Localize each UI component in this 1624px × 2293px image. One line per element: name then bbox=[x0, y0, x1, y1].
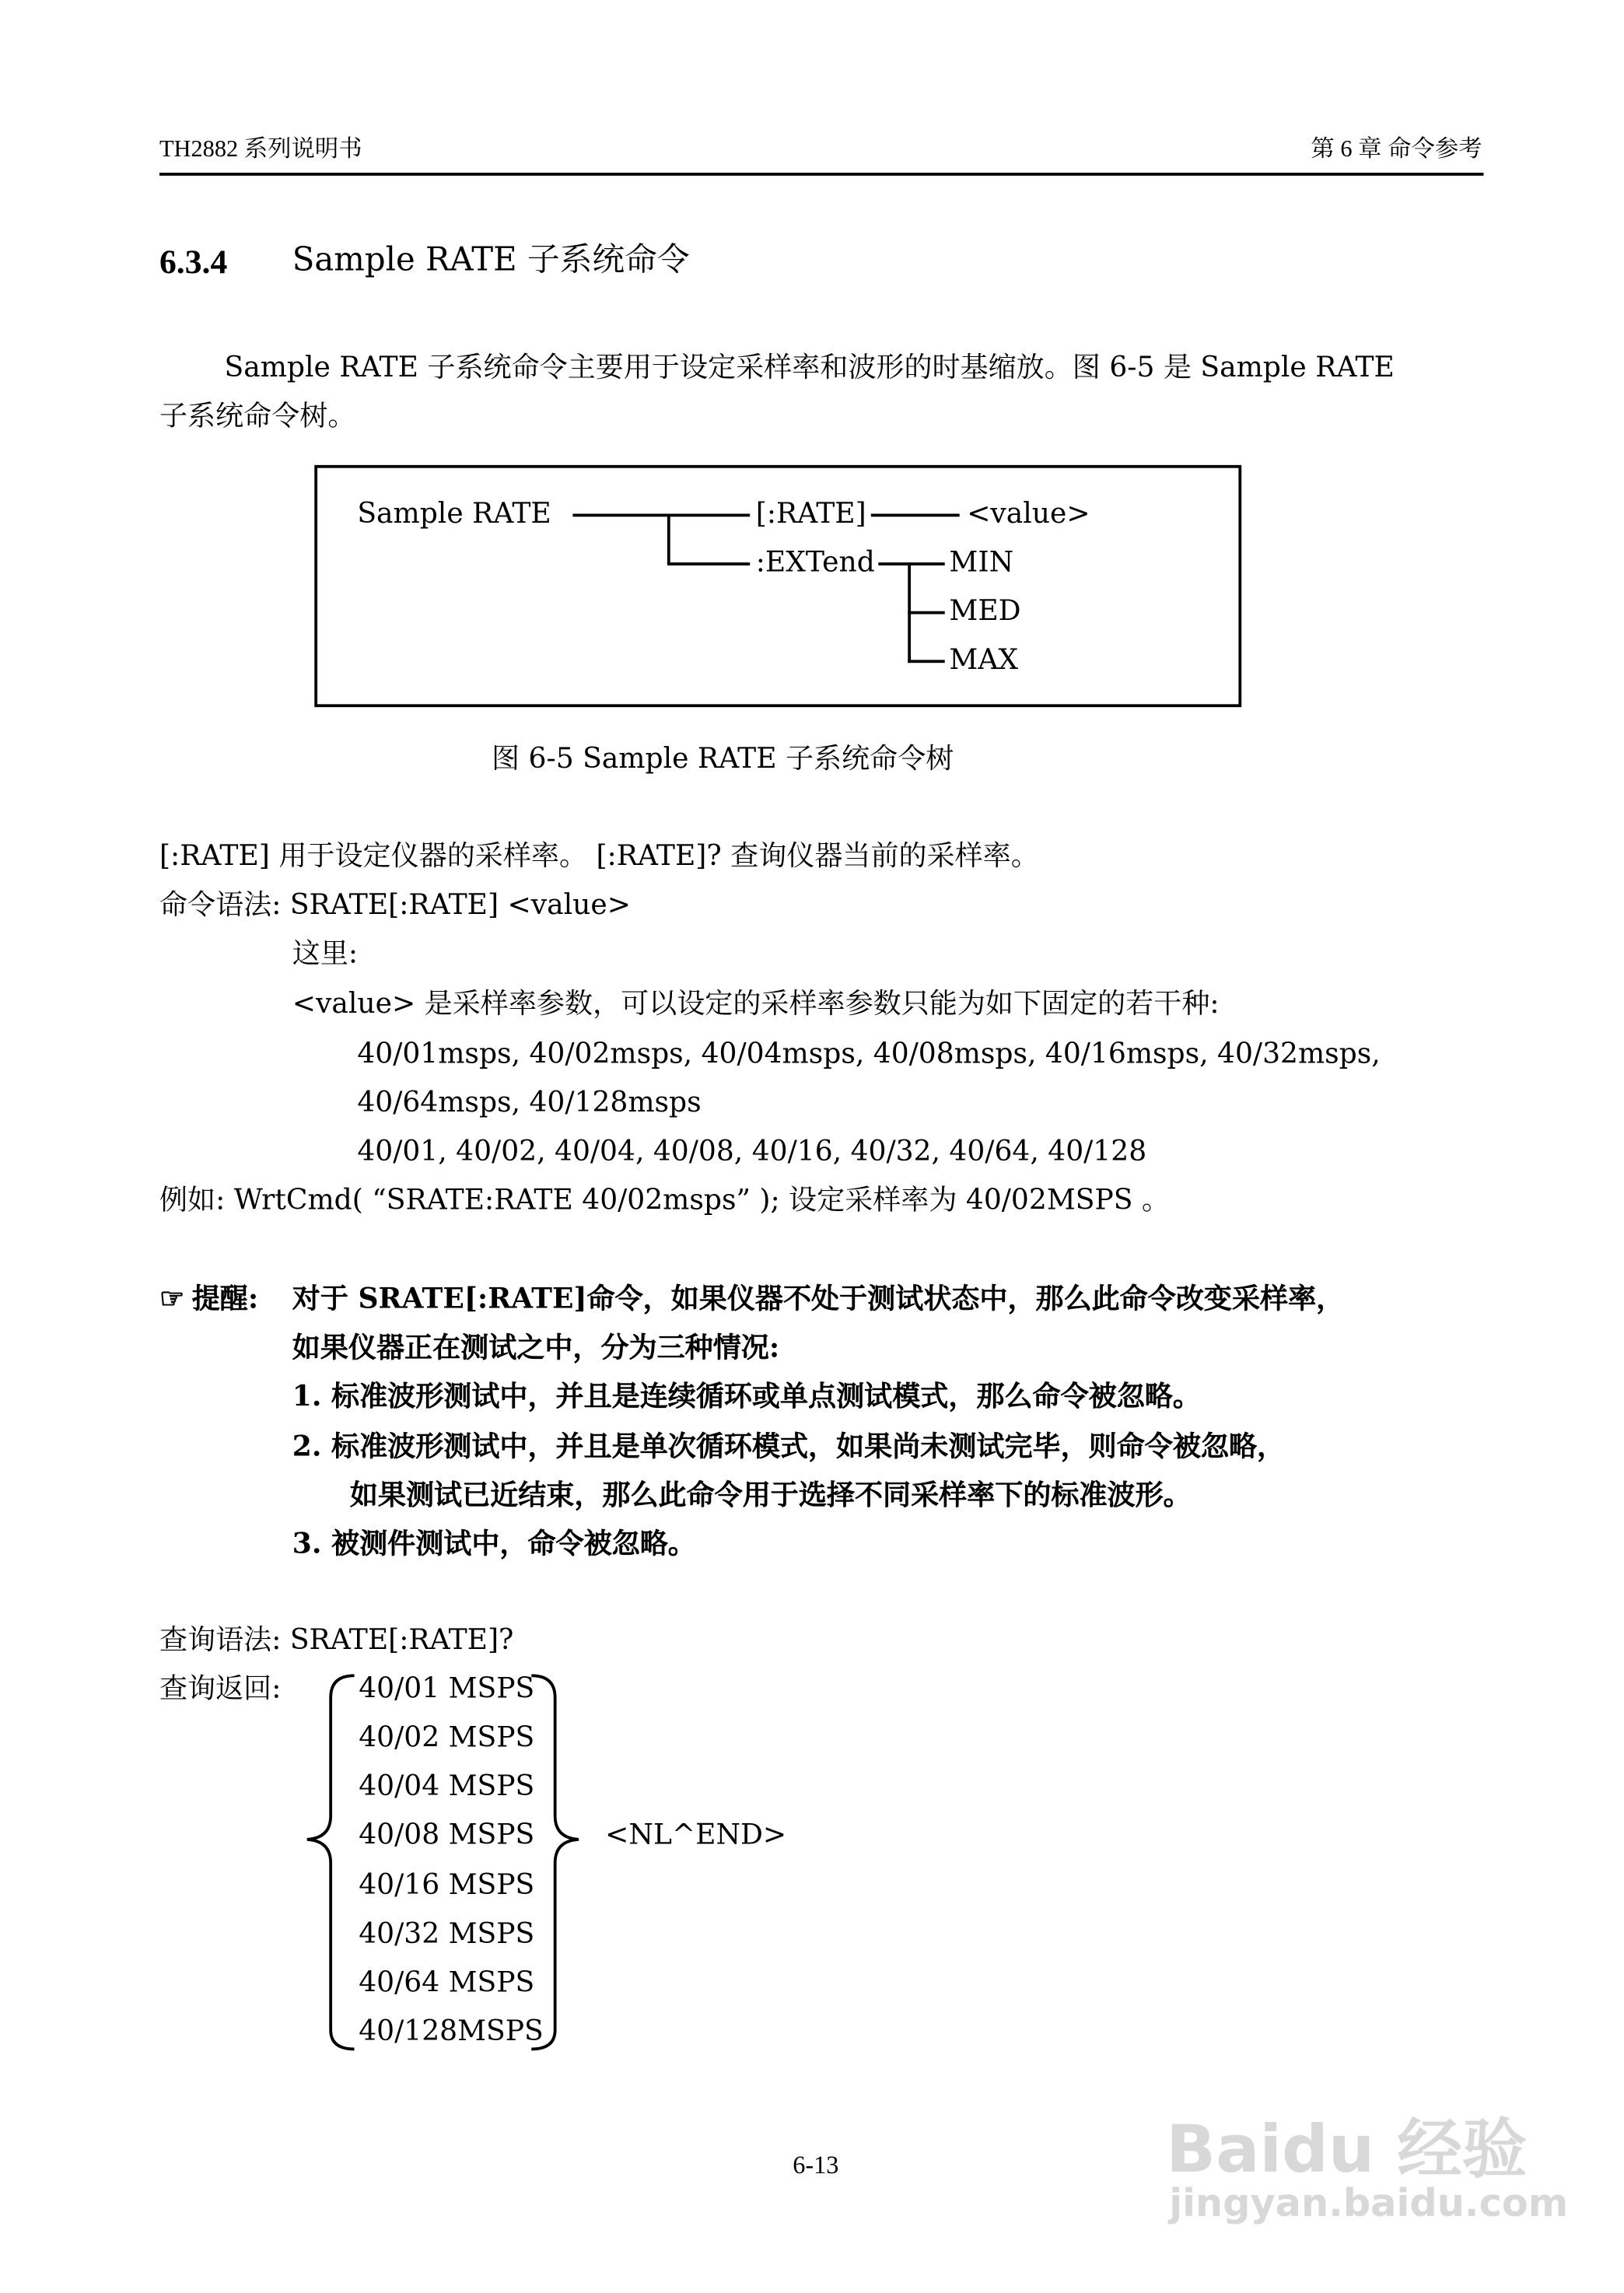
tree-min: MIN bbox=[949, 546, 1014, 579]
example: 例如: WrtCmd( “SRATE:RATE 40/02msps” ); 设定采样率为 40/02MSPS 。 bbox=[159, 1184, 1170, 1217]
header-right: 第 6 章 命令参考 bbox=[1311, 137, 1482, 163]
header-rule bbox=[159, 173, 1484, 176]
tree-line bbox=[878, 562, 944, 565]
return-value: 40/16 MSPS bbox=[359, 1868, 535, 1902]
tree-line bbox=[572, 514, 750, 517]
note-item-1: 1. 标准波形测试中，并且是连续循环或单点测试模式，那么命令被忽略。 bbox=[292, 1380, 1201, 1413]
figure-caption: 图 6-5 Sample RATE 子系统命令树 bbox=[492, 742, 954, 775]
tree-max: MAX bbox=[949, 643, 1019, 677]
return-value: 40/08 MSPS bbox=[359, 1819, 535, 1852]
where-label: 这里: bbox=[292, 937, 359, 970]
tree-med: MED bbox=[949, 594, 1021, 628]
note-label: 提醒: bbox=[191, 1283, 259, 1316]
tree-root: Sample RATE bbox=[357, 497, 551, 530]
header-left: TH2882 系列说明书 bbox=[159, 137, 362, 163]
tree-line bbox=[667, 562, 750, 565]
note-line-1: 对于 SRATE[:RATE]命令，如果仪器不处于测试状态中，那么此命令改变采样率， bbox=[292, 1283, 1345, 1316]
page-number: 6-13 bbox=[793, 2151, 839, 2179]
watermark-logo: Baidu 经验 bbox=[1166, 2113, 1528, 2188]
intro-line-1: Sample RATE 子系统命令主要用于设定采样率和波形的时基缩放。图 6-5 是 Sample RATE bbox=[224, 351, 1395, 384]
terminator: <NL^END> bbox=[605, 1819, 787, 1852]
return-value: 40/02 MSPS bbox=[359, 1721, 535, 1754]
intro-line-2: 子系统命令树。 bbox=[159, 400, 356, 433]
values-line-1: 40/01msps, 40/02msps, 40/04msps, 40/08msps, 40/16msps, 40/32msps, bbox=[357, 1038, 1381, 1071]
tree-line bbox=[908, 611, 944, 614]
tree-line bbox=[667, 514, 670, 565]
tree-value: <value> bbox=[967, 497, 1090, 530]
section-title: Sample RATE 子系统命令 bbox=[292, 242, 690, 279]
tree-rate: [:RATE] bbox=[755, 497, 866, 530]
query-syntax: 查询语法: SRATE[:RATE]? bbox=[159, 1623, 514, 1657]
note-item-2-cont: 如果测试已近结束，那么此命令用于选择不同采样率下的标准波形。 bbox=[349, 1479, 1192, 1512]
return-value: 40/01 MSPS bbox=[359, 1672, 535, 1706]
section-number: 6.3.4 bbox=[159, 243, 228, 281]
tree-line bbox=[871, 514, 960, 517]
return-value: 40/64 MSPS bbox=[359, 1966, 535, 1999]
note-item-3: 3. 被测件测试中，命令被忽略。 bbox=[292, 1528, 696, 1561]
query-return-label: 查询返回: bbox=[159, 1672, 282, 1706]
return-value: 40/128MSPS bbox=[359, 2015, 544, 2048]
values-line-3: 40/01, 40/02, 40/04, 40/08, 40/16, 40/32, 40/64, 40/128 bbox=[357, 1135, 1147, 1168]
note-line-2: 如果仪器正在测试之中，分为三种情况: bbox=[292, 1331, 780, 1364]
tree-extend: :EXTend bbox=[755, 546, 875, 579]
watermark-url: jingyan.baidu.com bbox=[1169, 2182, 1569, 2227]
rate-description: [:RATE] 用于设定仪器的采样率。 [:RATE]? 查询仪器当前的采样率。 bbox=[159, 839, 1039, 873]
tree-line bbox=[908, 660, 944, 663]
values-line-2: 40/64msps, 40/128msps bbox=[357, 1086, 702, 1119]
pointing-hand-icon: ☞ bbox=[159, 1283, 185, 1316]
command-syntax: 命令语法: SRATE[:RATE] <value> bbox=[159, 888, 631, 922]
value-description: <value> 是采样率参数，可以设定的采样率参数只能为如下固定的若干种: bbox=[292, 987, 1220, 1020]
return-value: 40/04 MSPS bbox=[359, 1770, 535, 1803]
return-value: 40/32 MSPS bbox=[359, 1917, 535, 1951]
note-item-2: 2. 标准波形测试中，并且是单次循环模式，如果尚未测试完毕，则命令被忽略， bbox=[292, 1430, 1286, 1463]
